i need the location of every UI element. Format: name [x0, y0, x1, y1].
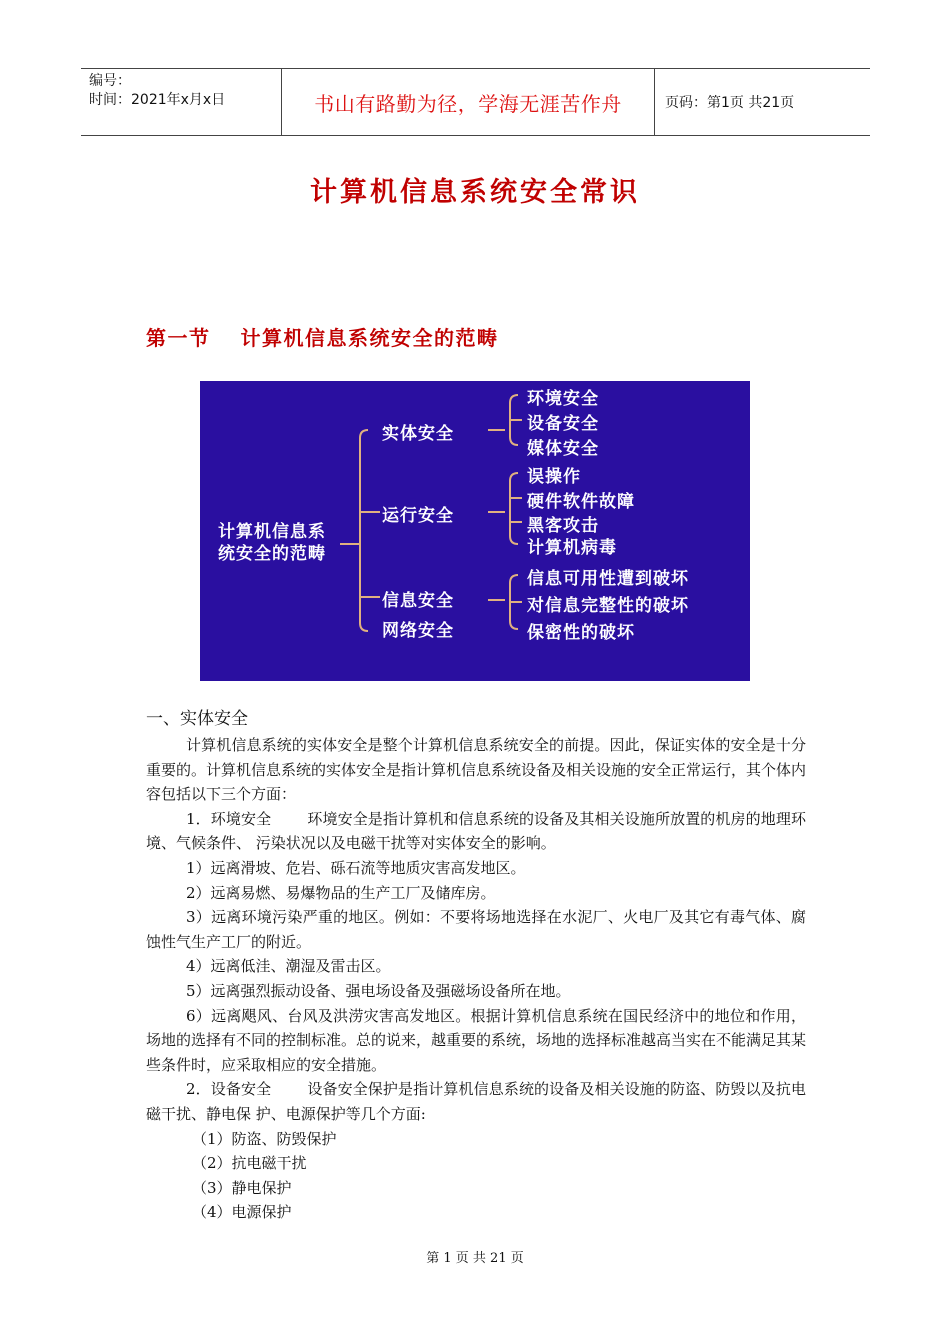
section-number: 第一节	[146, 326, 211, 350]
leaf-virus: 计算机病毒	[527, 538, 617, 558]
env-paragraph	[146, 807, 806, 856]
list-item: 6）远离飓风、台风及洪涝灾害高发地区。根据计算机信息系统在国民经济中的地位和作用，场地的选择有不同的控制标准。总的说来，越重要的系统，场地的选择标准越高当实在不能满足其某些条件时，应采取相应的安全措施。	[146, 1006, 807, 1074]
leaf-integrity: 对信息完整性的破坏	[527, 596, 689, 616]
time-label: 时间：2021年x月x日	[89, 92, 226, 108]
header-motto-cell	[281, 69, 655, 135]
header-meta	[81, 69, 281, 135]
motto: 书山有路勤为径，学海无涯苦作舟	[314, 91, 622, 116]
leaf-availability: 信息可用性遭到破坏	[527, 569, 689, 589]
list-item: （4）电源保护	[192, 1203, 292, 1222]
list-item: （3）静电保护	[192, 1178, 292, 1197]
list-item: 1）远离滑坡、危岩、砾石流等地质灾害高发地区。	[186, 858, 526, 877]
branch-information: 信息安全	[382, 591, 454, 611]
list-item: 5）远离强烈振动设备、强电场设备及强磁场设备所在地。	[186, 981, 571, 1000]
subsection-heading: 一、实体安全	[146, 709, 248, 729]
sub-bracket-2	[510, 473, 518, 544]
leaf-confidentiality: 保密性的破坏	[527, 623, 635, 643]
env-title: 1．环境安全	[186, 809, 272, 828]
intro-paragraph: 计算机信息系统的实体安全是整个计算机信息系统安全的前提。因此，保证实体的安全是十分重要的。计算机信息系统的实体安全是指计算机信息系统设备及相关设施的安全正常运行，其个体内容包括以下三个方面：	[146, 736, 807, 804]
list-item: （2）抗电磁干扰	[192, 1154, 307, 1173]
section-name: 计算机信息系统安全的范畴	[240, 326, 499, 350]
page-info: 页码：第1页 共21页	[665, 95, 795, 111]
branch-physical: 实体安全	[382, 424, 454, 444]
device-text: 设备安全保护是指计算机信息系统的设备及相关设施的防盗、防毁以及抗电磁干扰、静电保 护、电源保护等几个方面:	[146, 1080, 806, 1123]
body-text	[146, 707, 806, 1225]
branch-operation: 运行安全	[382, 506, 454, 526]
branch-network: 网络安全	[382, 621, 454, 641]
leaf-hacker: 黑客攻击	[527, 516, 599, 536]
leaf-device: 设备安全	[527, 414, 599, 434]
number-label: 编号：	[89, 73, 131, 89]
header-table	[81, 68, 870, 136]
document-title: 计算机信息系统安全常识	[310, 177, 640, 208]
leaf-media: 媒体安全	[527, 439, 599, 459]
section-title	[146, 322, 499, 351]
list-item: 2）远离易燃、易爆物品的生产工厂及储库房。	[186, 883, 496, 902]
leaf-misoperation: 误操作	[527, 467, 581, 487]
device-title: 2．设备安全	[186, 1080, 272, 1099]
list-item: 4）远离低洼、潮湿及雷击区。	[186, 957, 391, 976]
header-page-info	[655, 69, 870, 135]
scope-diagram	[200, 381, 750, 681]
leaf-env: 环境安全	[527, 389, 599, 409]
list-item: 3）远离环境污染严重的地区。例如：不要将场地选择在水泥厂、火电厂及其它有毒气体、腐蚀性气生产工厂的附近。	[146, 908, 806, 951]
root-line-2: 统安全的范畴	[218, 544, 326, 564]
main-bracket	[360, 430, 368, 631]
device-paragraph	[146, 1077, 806, 1126]
diagram-root	[218, 521, 326, 565]
page-footer: 第 1 页 共 21 页	[426, 1251, 524, 1266]
leaf-hw-sw-fault: 硬件软件故障	[527, 492, 635, 512]
root-line-1: 计算机信息系	[218, 522, 326, 542]
list-item: （1）防盗、防毁保护	[192, 1129, 337, 1148]
env-text: 环境安全是指计算机和信息系统的设备及其相关设施所放置的机房的地理环境、气候条件、 污染状况以及电磁干扰等对实体安全的影响。	[146, 809, 806, 853]
